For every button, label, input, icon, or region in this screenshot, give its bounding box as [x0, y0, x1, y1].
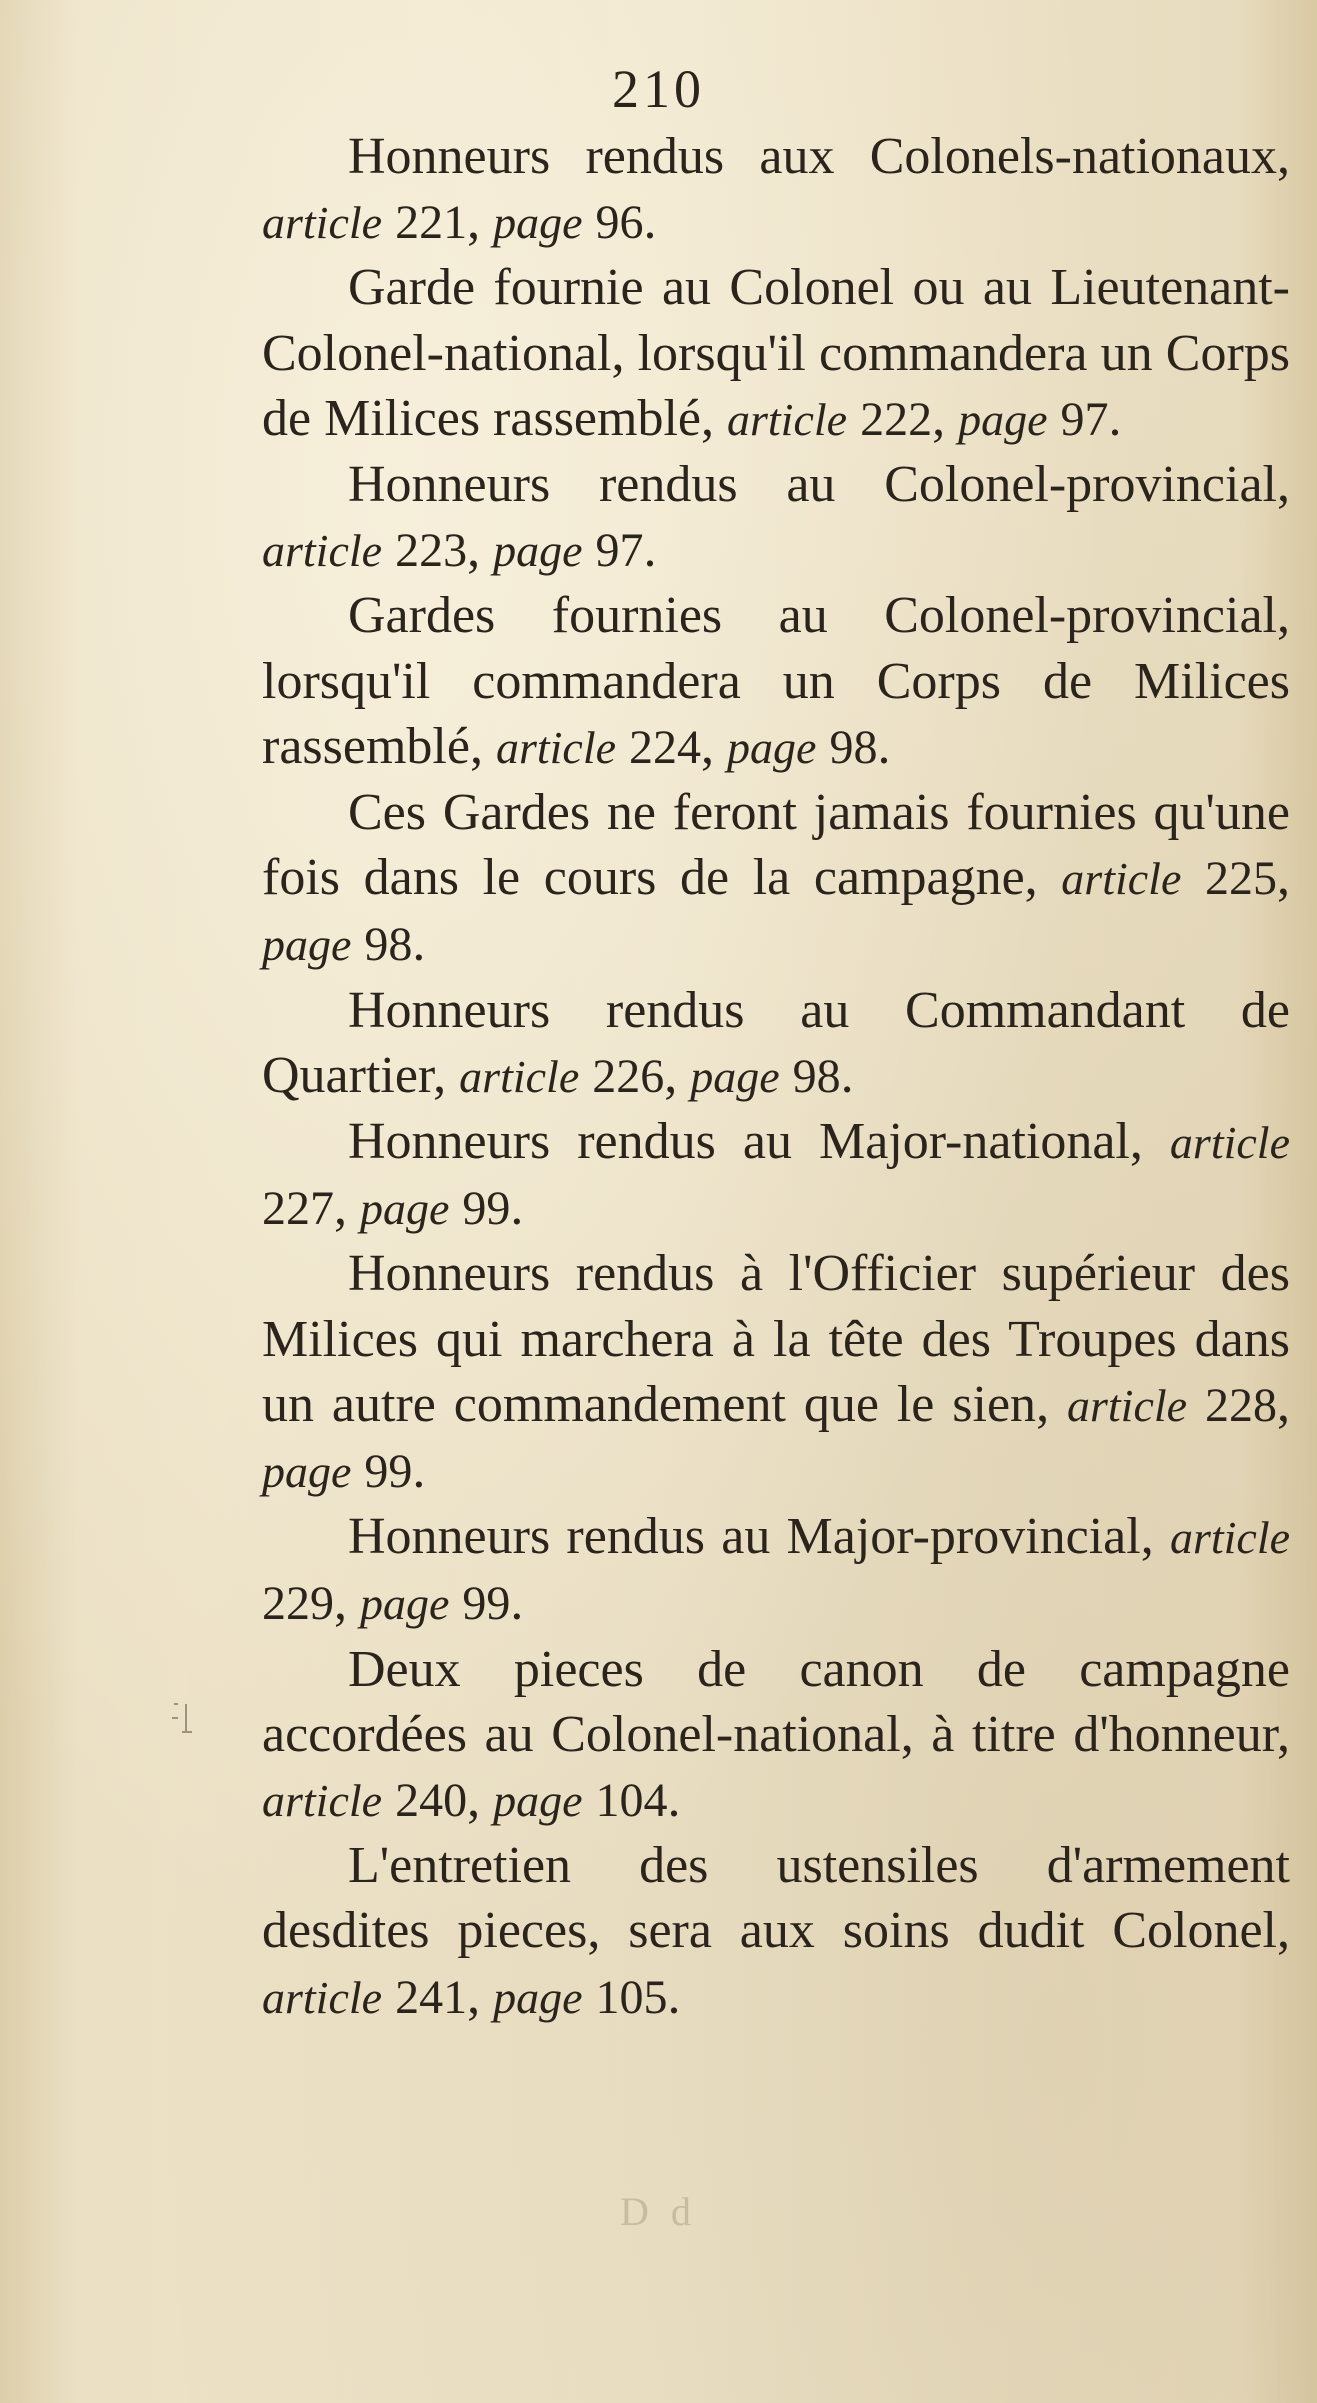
entry-text: Gardes fournies au Colonel-provincial, lorsqu'il commandera un Corps de Milices rassemblé: [262, 587, 1290, 775]
entry-end: .: [1108, 389, 1122, 447]
entry-end: .: [510, 1574, 524, 1632]
page-number: 210: [612, 59, 705, 119]
page-reference: 105: [595, 1970, 668, 2024]
page-label: page: [493, 1971, 583, 2023]
article-label: article: [495, 721, 617, 773]
margin-ink-mark: [168, 1700, 196, 1736]
article-number: 241: [395, 1970, 468, 2024]
article-number: 240: [395, 1774, 468, 1828]
page-label: page: [262, 1446, 352, 1498]
page-label: page: [493, 1775, 583, 1827]
article-label: article: [262, 1971, 383, 2023]
index-entry: Honneurs rendus au Major-provincial, article 229, page 99.: [262, 1508, 1291, 1632]
entry-end: .: [412, 1442, 426, 1500]
page-reference: 97: [1060, 392, 1109, 446]
index-entry: Honneurs rendus au Major-national, article 227, page 99.: [262, 1113, 1290, 1237]
page-label: page: [262, 919, 352, 971]
article-number: 228: [1205, 1378, 1278, 1432]
article-label: article: [262, 1775, 383, 1827]
page-reference: 99: [462, 1577, 511, 1631]
entry-text: Ces Gardes ne feront jamais fournies qu'une fois dans le cours de la campagne: [262, 784, 1290, 907]
page-reference: 98: [792, 1049, 841, 1103]
page-label: page: [958, 393, 1048, 445]
entry-end: .: [667, 1771, 681, 1829]
index-entry: Gardes fournies au Colonel-provincial, lorsqu'il commandera un Corps de Milices rassemblé, article 224, page 98.: [262, 587, 1290, 775]
article-number: 229: [262, 1577, 334, 1631]
entry-end: .: [412, 915, 426, 973]
index-entry: L'entretien des ustensiles d'armement desdites pieces, sera aux soins dudit Colonel, article 241, page 105.: [262, 1837, 1290, 2025]
entry-end: .: [643, 521, 657, 579]
index-entry: Honneurs rendus au Commandant de Quartier, article 226, page 98.: [262, 981, 1290, 1104]
entry-text: L'entretien des ustensiles d'armement desdites pieces, sera aux soins dudit Colonel: [262, 1837, 1290, 1960]
article-label: article: [726, 393, 848, 445]
index-entry: Honneurs rendus aux Colonels-nationaux, article 221, page 96.: [262, 128, 1290, 251]
page-reference: 99: [462, 1182, 511, 1236]
entry-text: Deux pieces de canon de campagne accordées au Colonel-national, à titre d'honneur: [262, 1640, 1290, 1763]
article-number: 225: [1205, 852, 1278, 906]
article-label: article: [459, 1050, 580, 1102]
article-label: article: [1169, 1512, 1291, 1564]
entry-text: Honneurs rendus au Major-national: [348, 1113, 1130, 1171]
page-label: page: [690, 1050, 780, 1102]
index-entry: Honneurs rendus à l'Officier supérieur des Milices qui marchera à la tête des Troupes dans un autre commandement que le sien, article 228, page 99.: [262, 1245, 1291, 1500]
article-label: article: [1169, 1117, 1290, 1169]
page-reference: 98: [364, 918, 413, 972]
entry-text: Garde fournie au Colonel ou au Lieutenant-Colonel-national, lorsqu'il commandera un Corps de Milices rassemblé: [262, 259, 1290, 447]
article-number: 227: [262, 1182, 334, 1236]
index-entry: Deux pieces de canon de campagne accordées au Colonel-national, à titre d'honneur, article 240, page 104.: [262, 1640, 1290, 1829]
entry-end: .: [840, 1046, 854, 1104]
entry-text: Honneurs rendus au Major-provincial: [348, 1508, 1141, 1566]
entry-text: Honneurs rendus au Colonel-provincial: [348, 456, 1277, 514]
article-label: article: [262, 197, 383, 249]
entry-end: .: [643, 193, 657, 251]
page-reference: 99: [364, 1445, 413, 1499]
article-number: 221: [395, 196, 468, 250]
page-label: page: [493, 525, 583, 577]
index-entry: Honneurs rendus au Colonel-provincial, article 223, page 97.: [262, 456, 1290, 579]
page-reference: 98: [829, 720, 878, 774]
page-label: page: [360, 1183, 450, 1235]
page-label: page: [360, 1578, 450, 1630]
article-number: 226: [592, 1049, 665, 1103]
index-entries: [262, 124, 1290, 2030]
signature-mark: D d: [620, 2189, 697, 2234]
entry-end: .: [510, 1179, 524, 1237]
article-label: article: [262, 525, 383, 577]
article-label: article: [1061, 853, 1182, 905]
page-label: page: [727, 721, 817, 773]
entry-text: Honneurs rendus au Commandant de Quartier: [262, 981, 1290, 1104]
entry-text: Honneurs rendus aux Colonels-nationaux: [348, 128, 1277, 185]
index-entry: Ces Gardes ne feront jamais fournies qu'une fois dans le cours de la campagne, article 225, page 98.: [262, 784, 1291, 973]
page-label: page: [493, 197, 583, 249]
article-number: 222: [860, 392, 933, 446]
article-label: article: [1067, 1379, 1188, 1431]
page-reference: 104: [595, 1774, 668, 1828]
page-reference: 96: [595, 196, 644, 250]
index-entry: Garde fournie au Colonel ou au Lieutenant-Colonel-national, lorsqu'il commandera un Corps de Milices rassemblé, article 222, page 97.: [262, 259, 1290, 447]
page-reference: 97: [595, 524, 644, 578]
entry-end: .: [667, 1967, 681, 2025]
article-number: 224: [629, 720, 702, 774]
entry-end: .: [877, 717, 891, 775]
article-number: 223: [395, 524, 468, 578]
entry-text: Honneurs rendus à l'Officier supérieur des Milices qui marchera à la tête des Troupes dans un autre commandement que le sien: [262, 1245, 1290, 1433]
